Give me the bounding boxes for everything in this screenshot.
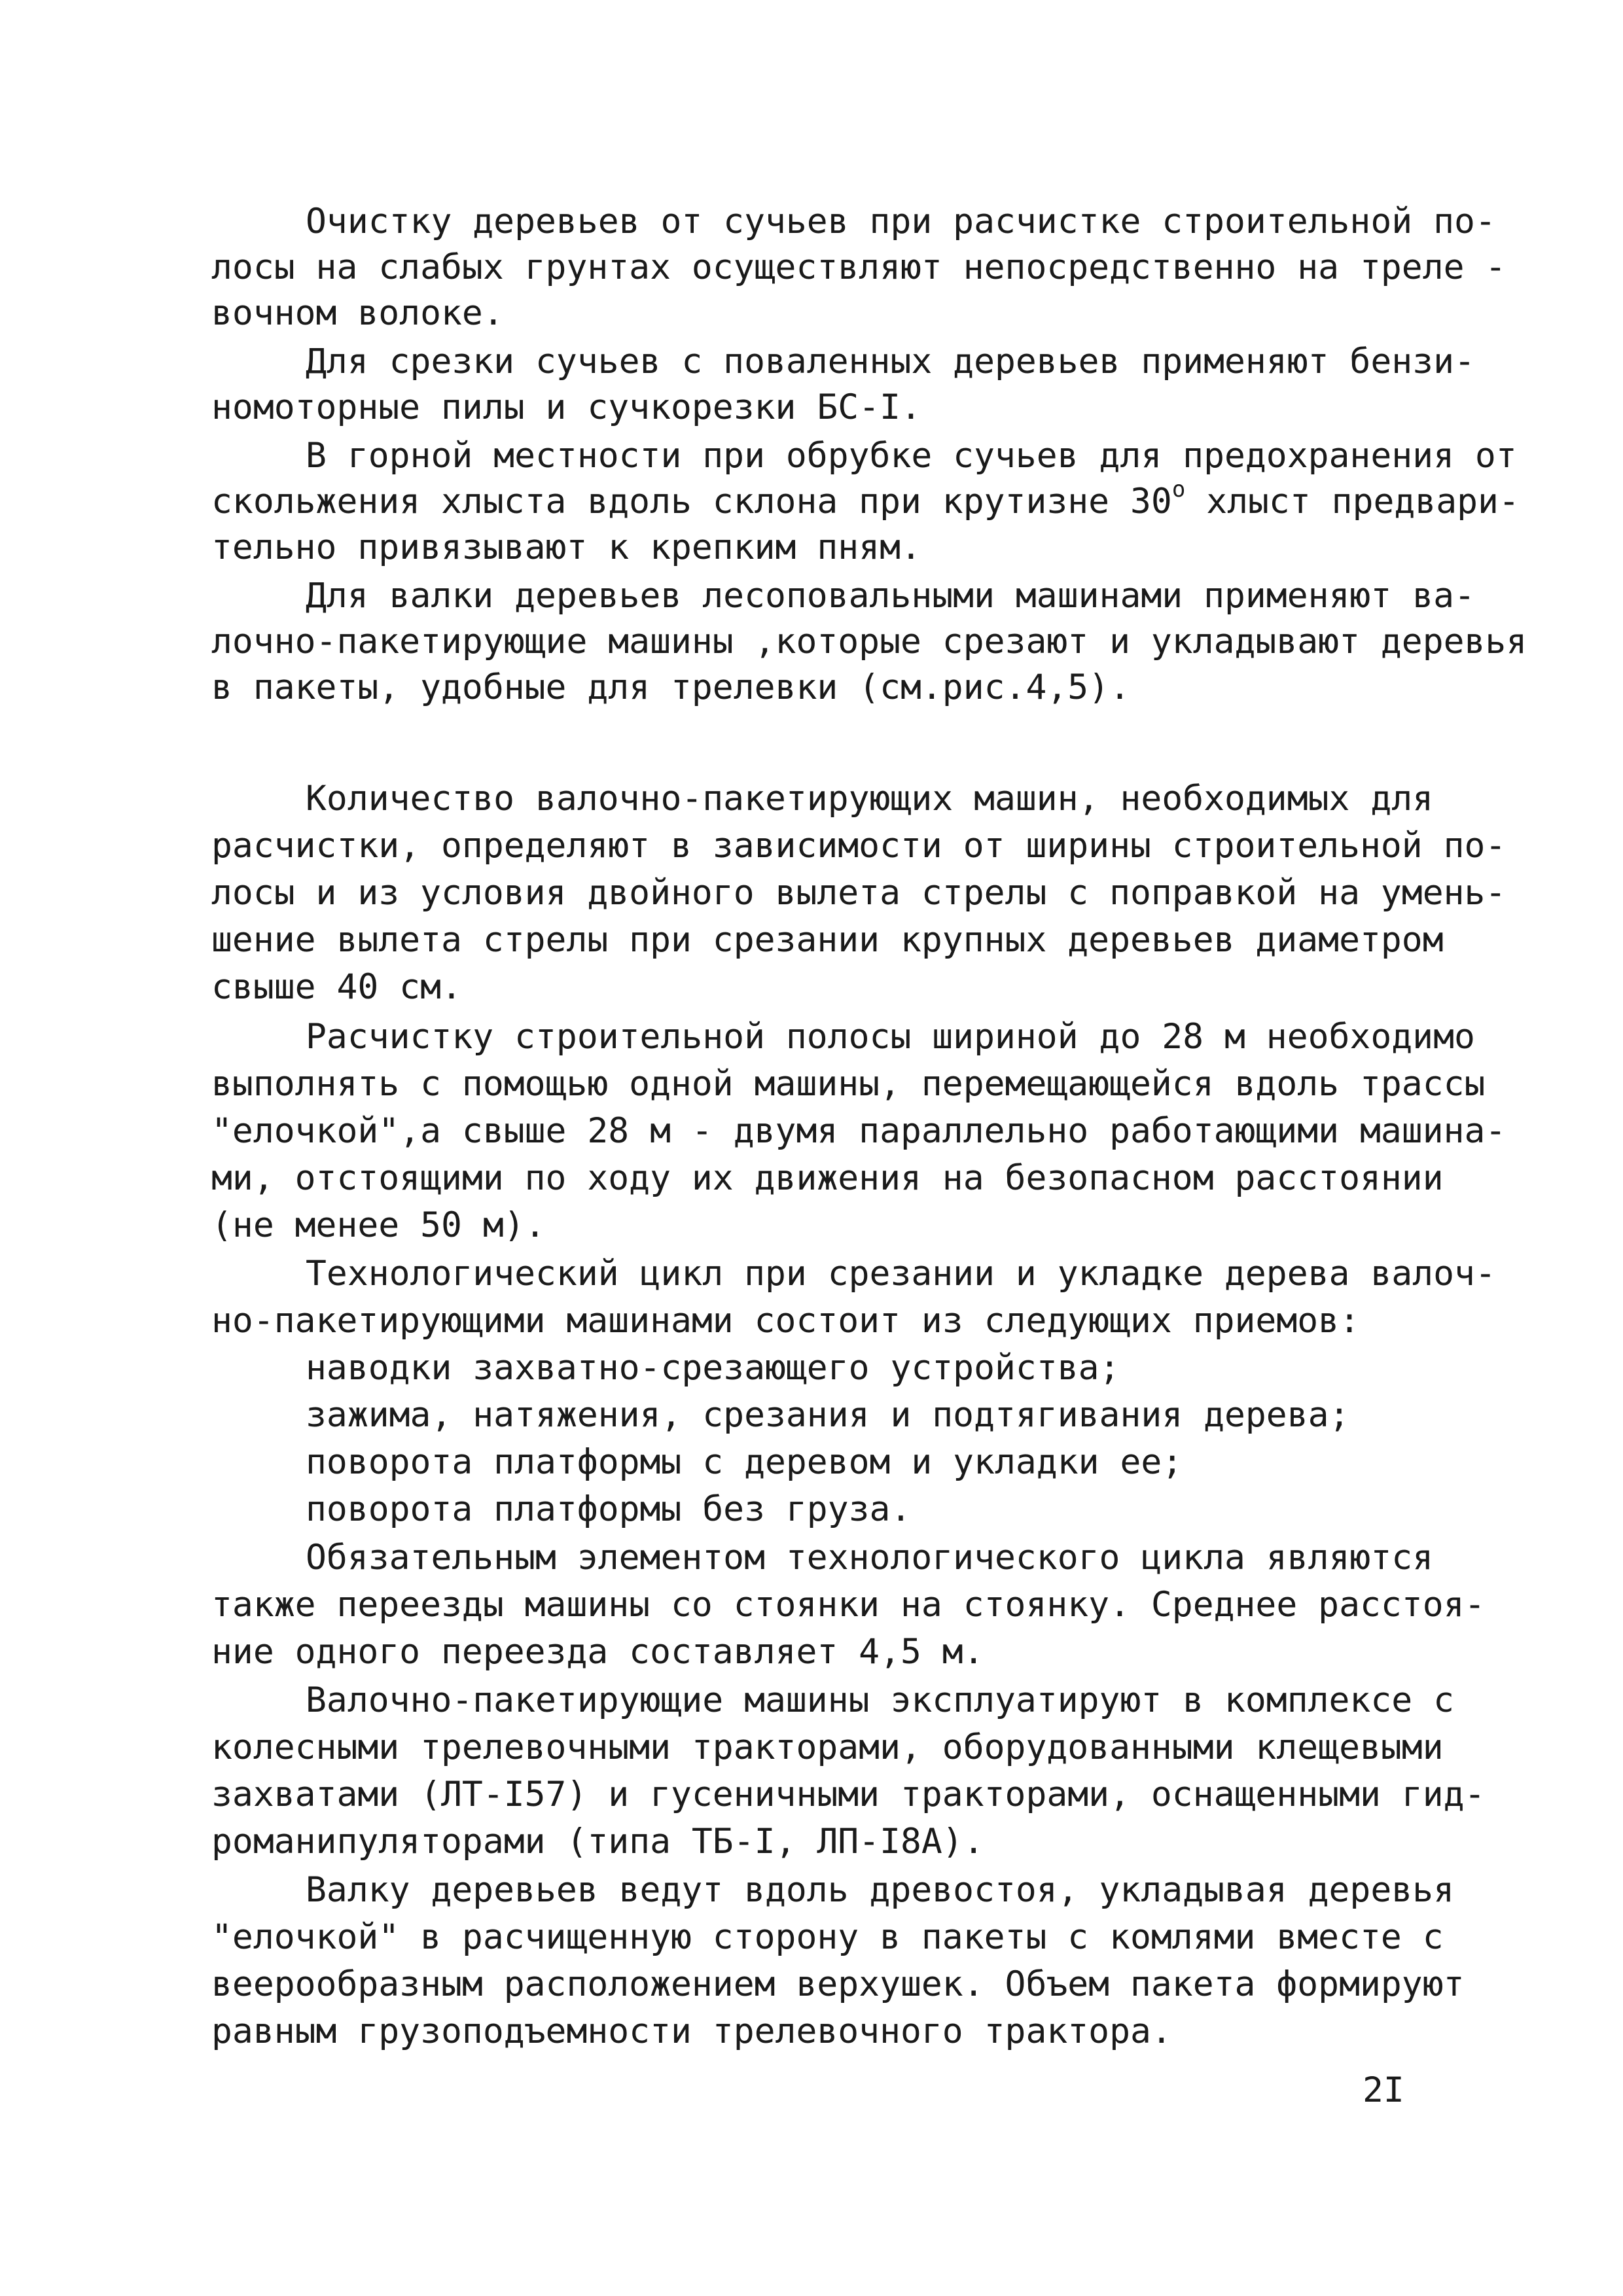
text-line: "елочкой",а свыше 28 м - двумя параллельно работающими машина-	[211, 1111, 1507, 1151]
text-line: Очистку деревьев от сучьев при расчистке строительной по-	[306, 202, 1496, 241]
text-line: Для срезки сучьев с поваленных деревьев применяют бензи-	[306, 342, 1475, 381]
slope-line-head: скольжения хлыста вдоль склона при крутизне 30	[211, 482, 1172, 521]
list-item: зажима, натяжения, срезания и подтягивания дерева;	[306, 1395, 1350, 1435]
text-line: лосы и из условия двойного вылета стрелы с поправкой на умень-	[211, 873, 1507, 913]
text-line: лосы на слабых грунтах осуществляют непосредственно на треле -	[211, 247, 1507, 287]
text-line: романипуляторами (типа ТБ-I, ЛП-I8А).	[211, 1822, 984, 1862]
text-line	[211, 476, 1520, 526]
text-line: захватами (ЛТ-I57) и гусеничными тракторами, оснащенными гид-	[211, 1775, 1486, 1814]
text-line: равным грузоподъемности трелевочного трактора.	[211, 2011, 1172, 2051]
text-line: расчистки, определяют в зависимости от ширины строительной по-	[211, 826, 1507, 866]
degree-mark: o	[1171, 476, 1186, 503]
text-line: Количество валочно-пакетирующих машин, необходимых для	[306, 779, 1434, 819]
list-item: наводки захватно-срезающего устройства;	[306, 1348, 1120, 1388]
text-line: (не менее 50 м).	[211, 1205, 546, 1245]
text-line: лочно-пакетирующие машины ,которые срезают и укладывают деревья	[211, 622, 1527, 662]
text-line: в пакеты, удобные для трелевки (см.рис.4,5).	[211, 667, 1130, 707]
text-line: Валочно-пакетирующие машины эксплуатируют в комплексе с	[306, 1680, 1454, 1720]
text-line: Технологический цикл при срезании и укладке дерева валоч-	[306, 1254, 1496, 1294]
text-line: Валку деревьев ведут вдоль древостоя, укладывая деревья	[306, 1870, 1454, 1910]
text-line: колесными трелевочными тракторами, оборудованными клещевыми	[211, 1727, 1444, 1767]
list-item: поворота платформы без груза.	[306, 1489, 912, 1529]
slope-line-tail: хлыст предвари-	[1185, 482, 1520, 521]
text-line: В горной местности при обрубке сучьев для предохранения от	[306, 436, 1517, 476]
text-line: шение вылета стрелы при срезании крупных деревьев диаметром	[211, 920, 1444, 960]
text-line: тельно привязывают к крепким пням.	[211, 527, 921, 567]
text-line: выполнять с помощью одной машины, перемещающейся вдоль трассы	[211, 1064, 1486, 1104]
text-line: Расчистку строительной полосы шириной до 28 м необходимо	[306, 1017, 1475, 1057]
page-number: 2I	[1363, 2070, 1404, 2110]
text-line: свыше 40 см.	[211, 967, 462, 1007]
text-line: Для валки деревьев лесоповальными машинами применяют ва-	[306, 576, 1475, 616]
text-line: вочном волоке.	[211, 293, 504, 333]
text-line: номоторные пилы и сучкорезки БС-I.	[211, 387, 921, 427]
text-line: но-пакетирующими машинами состоит из следующих приемов:	[211, 1301, 1360, 1341]
text-line: также переезды машины со стоянки на стоянку. Среднее расстоя-	[211, 1585, 1486, 1625]
text-line: "елочкой" в расчищенную сторону в пакеты с комлями вместе с	[211, 1917, 1444, 1957]
text-line: ние одного переезда составляет 4,5 м.	[211, 1632, 984, 1672]
text-line: ми, отстоящими по ходу их движения на безопасном расстоянии	[211, 1158, 1444, 1198]
text-line: Обязательным элементом технологического цикла являются	[306, 1538, 1434, 1578]
text-line: веерообразным расположением верхушек. Объем пакета формируют	[211, 1964, 1465, 2004]
list-item: поворота платформы с деревом и укладки ее;	[306, 1442, 1183, 1482]
